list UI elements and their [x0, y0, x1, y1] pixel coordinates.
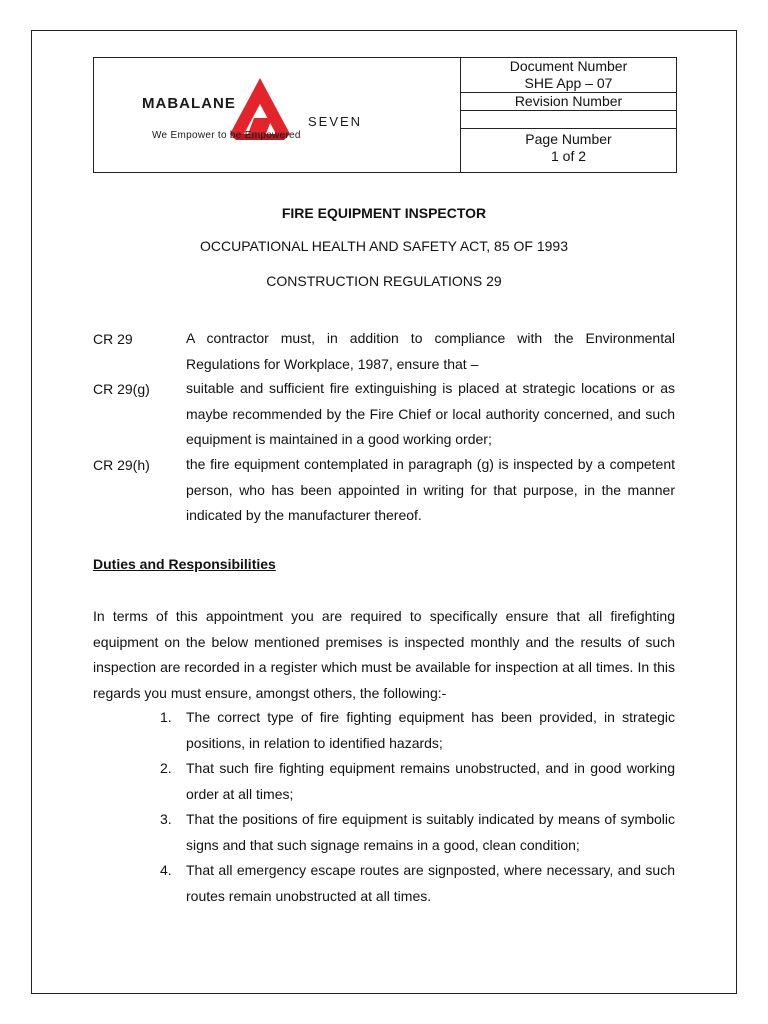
document-title: FIRE EQUIPMENT INSPECTOR [281, 205, 487, 221]
page-number-label: Page Number [525, 130, 612, 147]
list-item-number: 1. [160, 709, 172, 725]
act-title: OCCUPATIONAL HEALTH AND SAFETY ACT, 85 OF 1993 [200, 238, 568, 254]
list-item [160, 756, 675, 807]
revision-number-label: Revision Number [461, 93, 676, 111]
list-item-text: That such fire fighting equipment remains unobstructed, and in good working order at all times; [186, 760, 675, 802]
document-info-cell [461, 58, 676, 172]
page-number-value: 1 of 2 [550, 147, 587, 164]
list-item [160, 858, 675, 909]
revision-number-value [461, 111, 676, 129]
list-item [160, 807, 675, 858]
document-number-value: SHE App – 07 [524, 75, 613, 91]
duties-heading: Duties and Responsibilities [93, 556, 276, 572]
duties-intro: In terms of this appointment you are required to specifically ensure that all firefighting equipment on the below mentioned premises is inspected monthly and the results of such inspection are recorded in a register which must be available for inspection at all times. In this regards you must ensure, amongst others, the following:- [93, 608, 675, 701]
list-item-number: 2. [160, 760, 172, 776]
regulation-text: suitable and sufficient fire extinguishing is placed at strategic locations or as maybe recommended by the Fire Chief or local authority concerned, and such equipment is maintained in a good working order; [186, 380, 675, 447]
logo-word-left: MABALANE [142, 95, 236, 112]
list-item-text: That all emergency escape routes are signposted, where necessary, and such routes remain unobstructed at all times. [186, 862, 675, 904]
logo-tagline: We Empower to be Empowered [152, 130, 301, 141]
logo-word-right: SEVEN [308, 114, 363, 129]
logo-cell [94, 58, 461, 172]
document-header-table [93, 57, 677, 173]
list-item [160, 705, 675, 756]
page-number-row [461, 129, 676, 165]
regulation-text: A contractor must, in addition to compliance with the Environmental Regulations for Workplace, 1987, ensure that – [186, 330, 675, 372]
document-number-row [461, 58, 676, 93]
document-number-label: Document Number [509, 58, 628, 74]
list-item-text: That the positions of fire equipment is suitably indicated by means of symbolic signs and that such signage remains in a good, clean condition; [186, 811, 675, 853]
company-logo [142, 74, 382, 164]
list-item-text: The correct type of fire fighting equipment has been provided, in strategic positions, in relation to identified hazards; [186, 709, 675, 751]
regulation-code: CR 29 [93, 331, 133, 347]
duties-list [160, 705, 675, 909]
regulation-title: CONSTRUCTION REGULATIONS 29 [266, 273, 502, 289]
list-item-number: 3. [160, 811, 172, 827]
regulation-code: CR 29(g) [93, 381, 150, 397]
regulation-text: the fire equipment contemplated in paragraph (g) is inspected by a competent person, who has been appointed in writing for that purpose, in the manner indicated by the manufacturer thereof. [186, 456, 675, 523]
list-item-number: 4. [160, 862, 172, 878]
regulation-code: CR 29(h) [93, 457, 150, 473]
